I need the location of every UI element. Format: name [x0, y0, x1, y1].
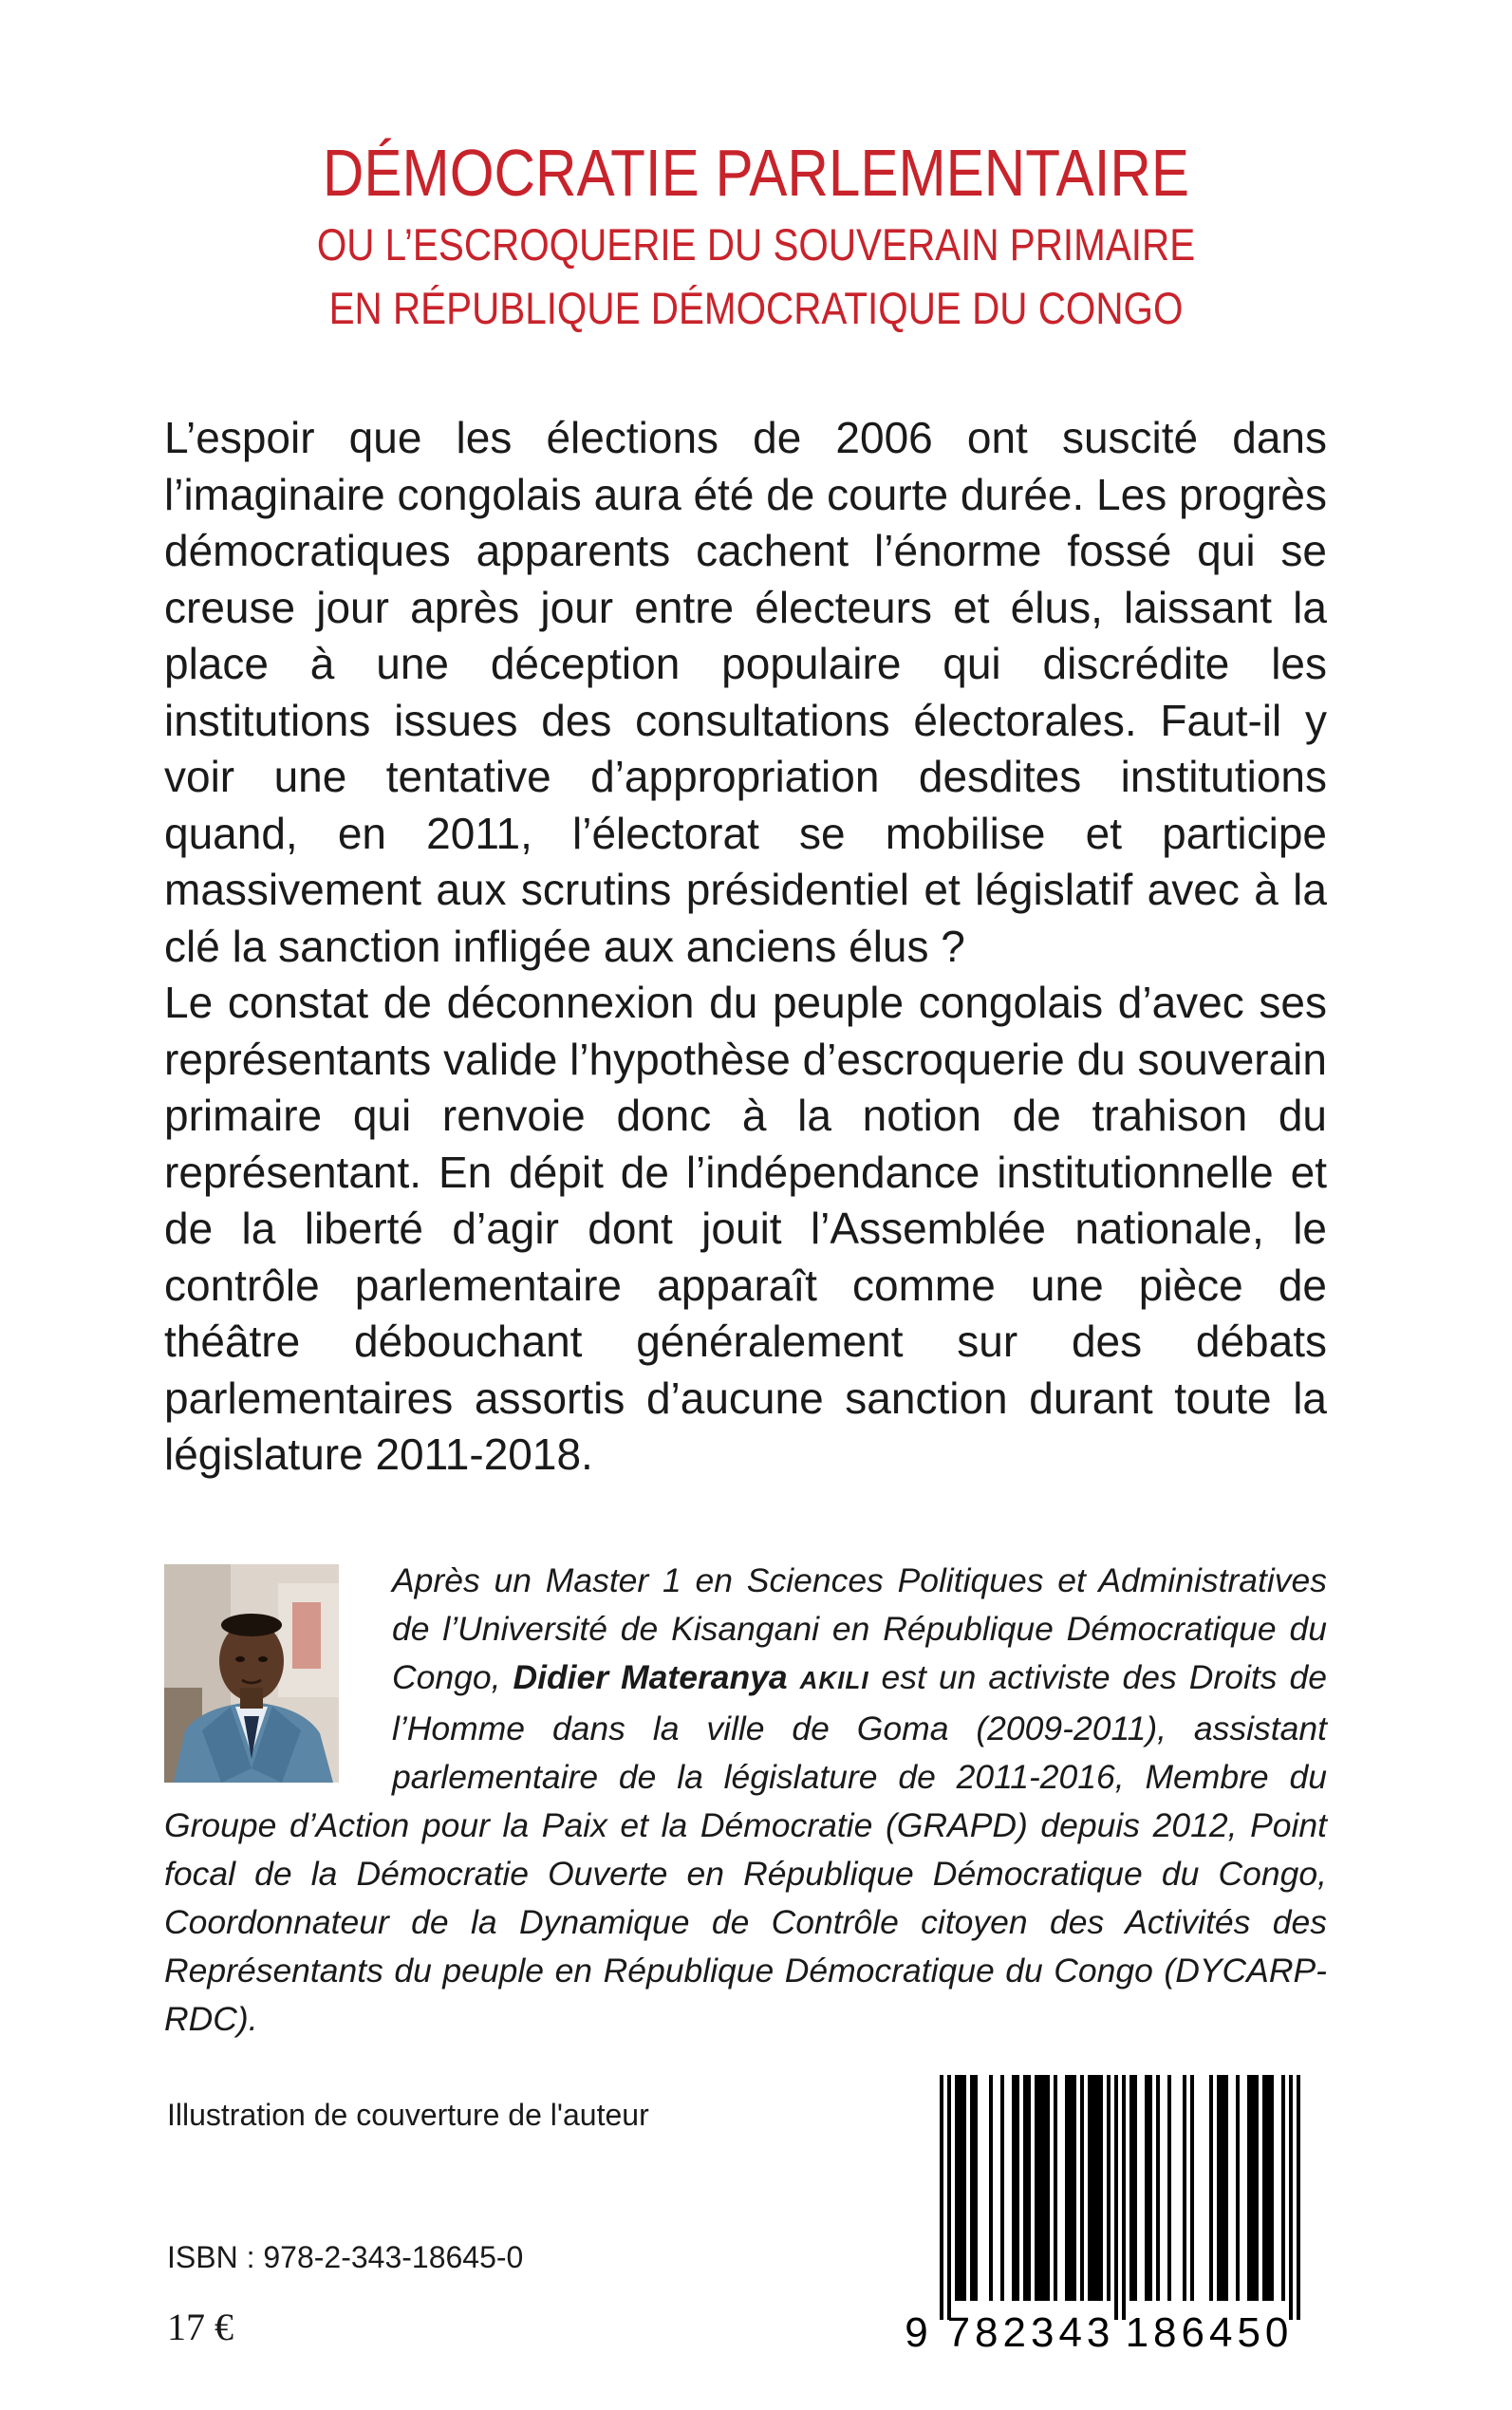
- barcode-bar: [1035, 2075, 1038, 2301]
- barcode-bar: [1065, 2075, 1069, 2301]
- barcode-bar: [1054, 2075, 1057, 2301]
- barcode-bar: [1016, 2075, 1019, 2301]
- isbn: ISBN : 978-2-343-18645-0: [167, 2240, 524, 2274]
- barcode-bar: [962, 2075, 966, 2301]
- barcode-bar: [1270, 2075, 1274, 2301]
- author-name: Didier Materanya AKILI: [513, 1658, 869, 1696]
- barcode-bar: [1107, 2075, 1111, 2301]
- barcode-bar: [1289, 2075, 1293, 2320]
- barcode-bar: [1038, 2075, 1042, 2301]
- barcode-bar: [1095, 2075, 1099, 2301]
- barcode-bar: [1156, 2075, 1160, 2301]
- bio-intro: Après un Master 1 en Sciences Politiques et Administratives de l’Université de Kisangani en République Démocratique du Congo,: [392, 1561, 1327, 1696]
- barcode-bar: [1217, 2075, 1221, 2301]
- author-surname: AKILI: [799, 1666, 869, 1694]
- title-subtitle-line-2: EN RÉPUBLIQUE DÉMOCRATIQUE DU CONGO: [328, 283, 1184, 333]
- barcode-bar: [1145, 2075, 1148, 2301]
- barcode-bar: [1012, 2075, 1016, 2301]
- title-main: DÉMOCRATIE PARLEMENTAIRE: [322, 136, 1190, 210]
- book-title: [0, 133, 1512, 340]
- barcode-bar: [1133, 2075, 1137, 2301]
- barcode-bar: [1209, 2075, 1213, 2301]
- barcode-bar: [970, 2075, 974, 2301]
- barcode-bar: [1092, 2075, 1095, 2301]
- barcode-digit-lead: 9: [905, 2309, 933, 2356]
- price: 17 €: [167, 2306, 233, 2348]
- back-cover-blurb: [164, 410, 1327, 1484]
- barcode-bar: [989, 2075, 993, 2301]
- title-subtitle-line-1: OU L’ESCROQUERIE DU SOUVERAIN PRIMAIRE: [316, 219, 1196, 270]
- barcode-bar: [1236, 2075, 1240, 2301]
- barcode-digits-left: 782343: [946, 2309, 1115, 2356]
- blurb-paragraph-2: Le constat de déconnexion du peuple congolais d’avec ses représentants valide l’hypothèse d’escroquerie du souverain primaire qui renvoie donc à la notion de trahison du représentant. En dépit de l’indépendance institutionnelle et de la liberté d’agir dont jouit l’Assemblée nationale, le contrôle parlementaire apparaît comme une pièce de théâtre débouchant généralement sur des débats parlementaires assortis d’aucune sanction durant toute la législature 2011-2018.: [164, 978, 1327, 1479]
- barcode-bar: [1122, 2075, 1126, 2320]
- barcode-bar: [1069, 2075, 1073, 2301]
- barcode-bar: [1148, 2075, 1152, 2301]
- bio-rest: est un activiste des Droits de l’Homme dans la ville de Goma (2009-2011), assistant parlementaire de la législature de 2011-2016, Membre du Groupe d’Action pour la Paix et la Démocratie (GRAPD) depuis 2012, Point focal de la Démocratie Ouverte en République Démocratique du Congo, Coordonnateur de la Dynamique de Contrôle citoyen des Activités des Représentants du peuple en République Démocratique du Congo (DYCARP- RDC).: [164, 1658, 1327, 2038]
- barcode-bar: [974, 2075, 978, 2301]
- barcode-bar: [1099, 2075, 1103, 2301]
- barcode-bar: [1000, 2075, 1004, 2301]
- barcode-bar: [1262, 2075, 1266, 2301]
- barcode-bar: [1297, 2075, 1300, 2320]
- barcode-bar: [1023, 2075, 1027, 2301]
- barcode-bar: [1221, 2075, 1224, 2301]
- barcode-bar: [1281, 2075, 1285, 2301]
- barcode-bar: [959, 2075, 962, 2301]
- barcode-bar: [1046, 2075, 1050, 2301]
- barcode-bar: [1080, 2075, 1084, 2301]
- barcode-bar: [1088, 2075, 1092, 2301]
- barcode-bar: [955, 2075, 959, 2301]
- barcode-bar: [1251, 2075, 1255, 2301]
- cover-illustration-credit: Illustration de couverture de l'auteur: [167, 2098, 649, 2132]
- barcode-digits-right: 186450: [1125, 2309, 1294, 2356]
- barcode-bar: [1042, 2075, 1046, 2301]
- barcode-bar: [1183, 2075, 1186, 2301]
- barcode-bar: [1027, 2075, 1031, 2301]
- barcode-bar: [1129, 2075, 1133, 2301]
- barcode-bar: [1255, 2075, 1259, 2301]
- barcode-bar: [1167, 2075, 1171, 2301]
- barcode-bar: [947, 2075, 951, 2320]
- author-photo: [164, 1564, 339, 1783]
- barcode-bar: [1266, 2075, 1270, 2301]
- barcode-bar: [1114, 2075, 1118, 2320]
- blurb-paragraph-1: L’espoir que les élections de 2006 ont suscité dans l’imaginaire congolais aura été de courte durée. Les progrès démocratiques apparents cachent l’énorme fossé qui se creuse jour après jour entre électeurs et élus, laissant la place à une déception populaire qui discrédite les institutions issues des consultations électorales. Faut-il y voir une tentative d’appropriation desdites institutions quand, en 2011, l’électorat se mobilise et participe massivement aux scrutins présidentiel et législatif avec à la clé la sanction infligée aux anciens élus ?: [164, 413, 1327, 971]
- barcode-bar: [1247, 2075, 1251, 2301]
- isbn-barcode: [892, 2062, 1327, 2370]
- barcode-bar: [1224, 2075, 1228, 2301]
- barcode-bar: [1073, 2075, 1076, 2301]
- barcode-bar: [1190, 2075, 1194, 2301]
- barcode-bar: [940, 2075, 943, 2320]
